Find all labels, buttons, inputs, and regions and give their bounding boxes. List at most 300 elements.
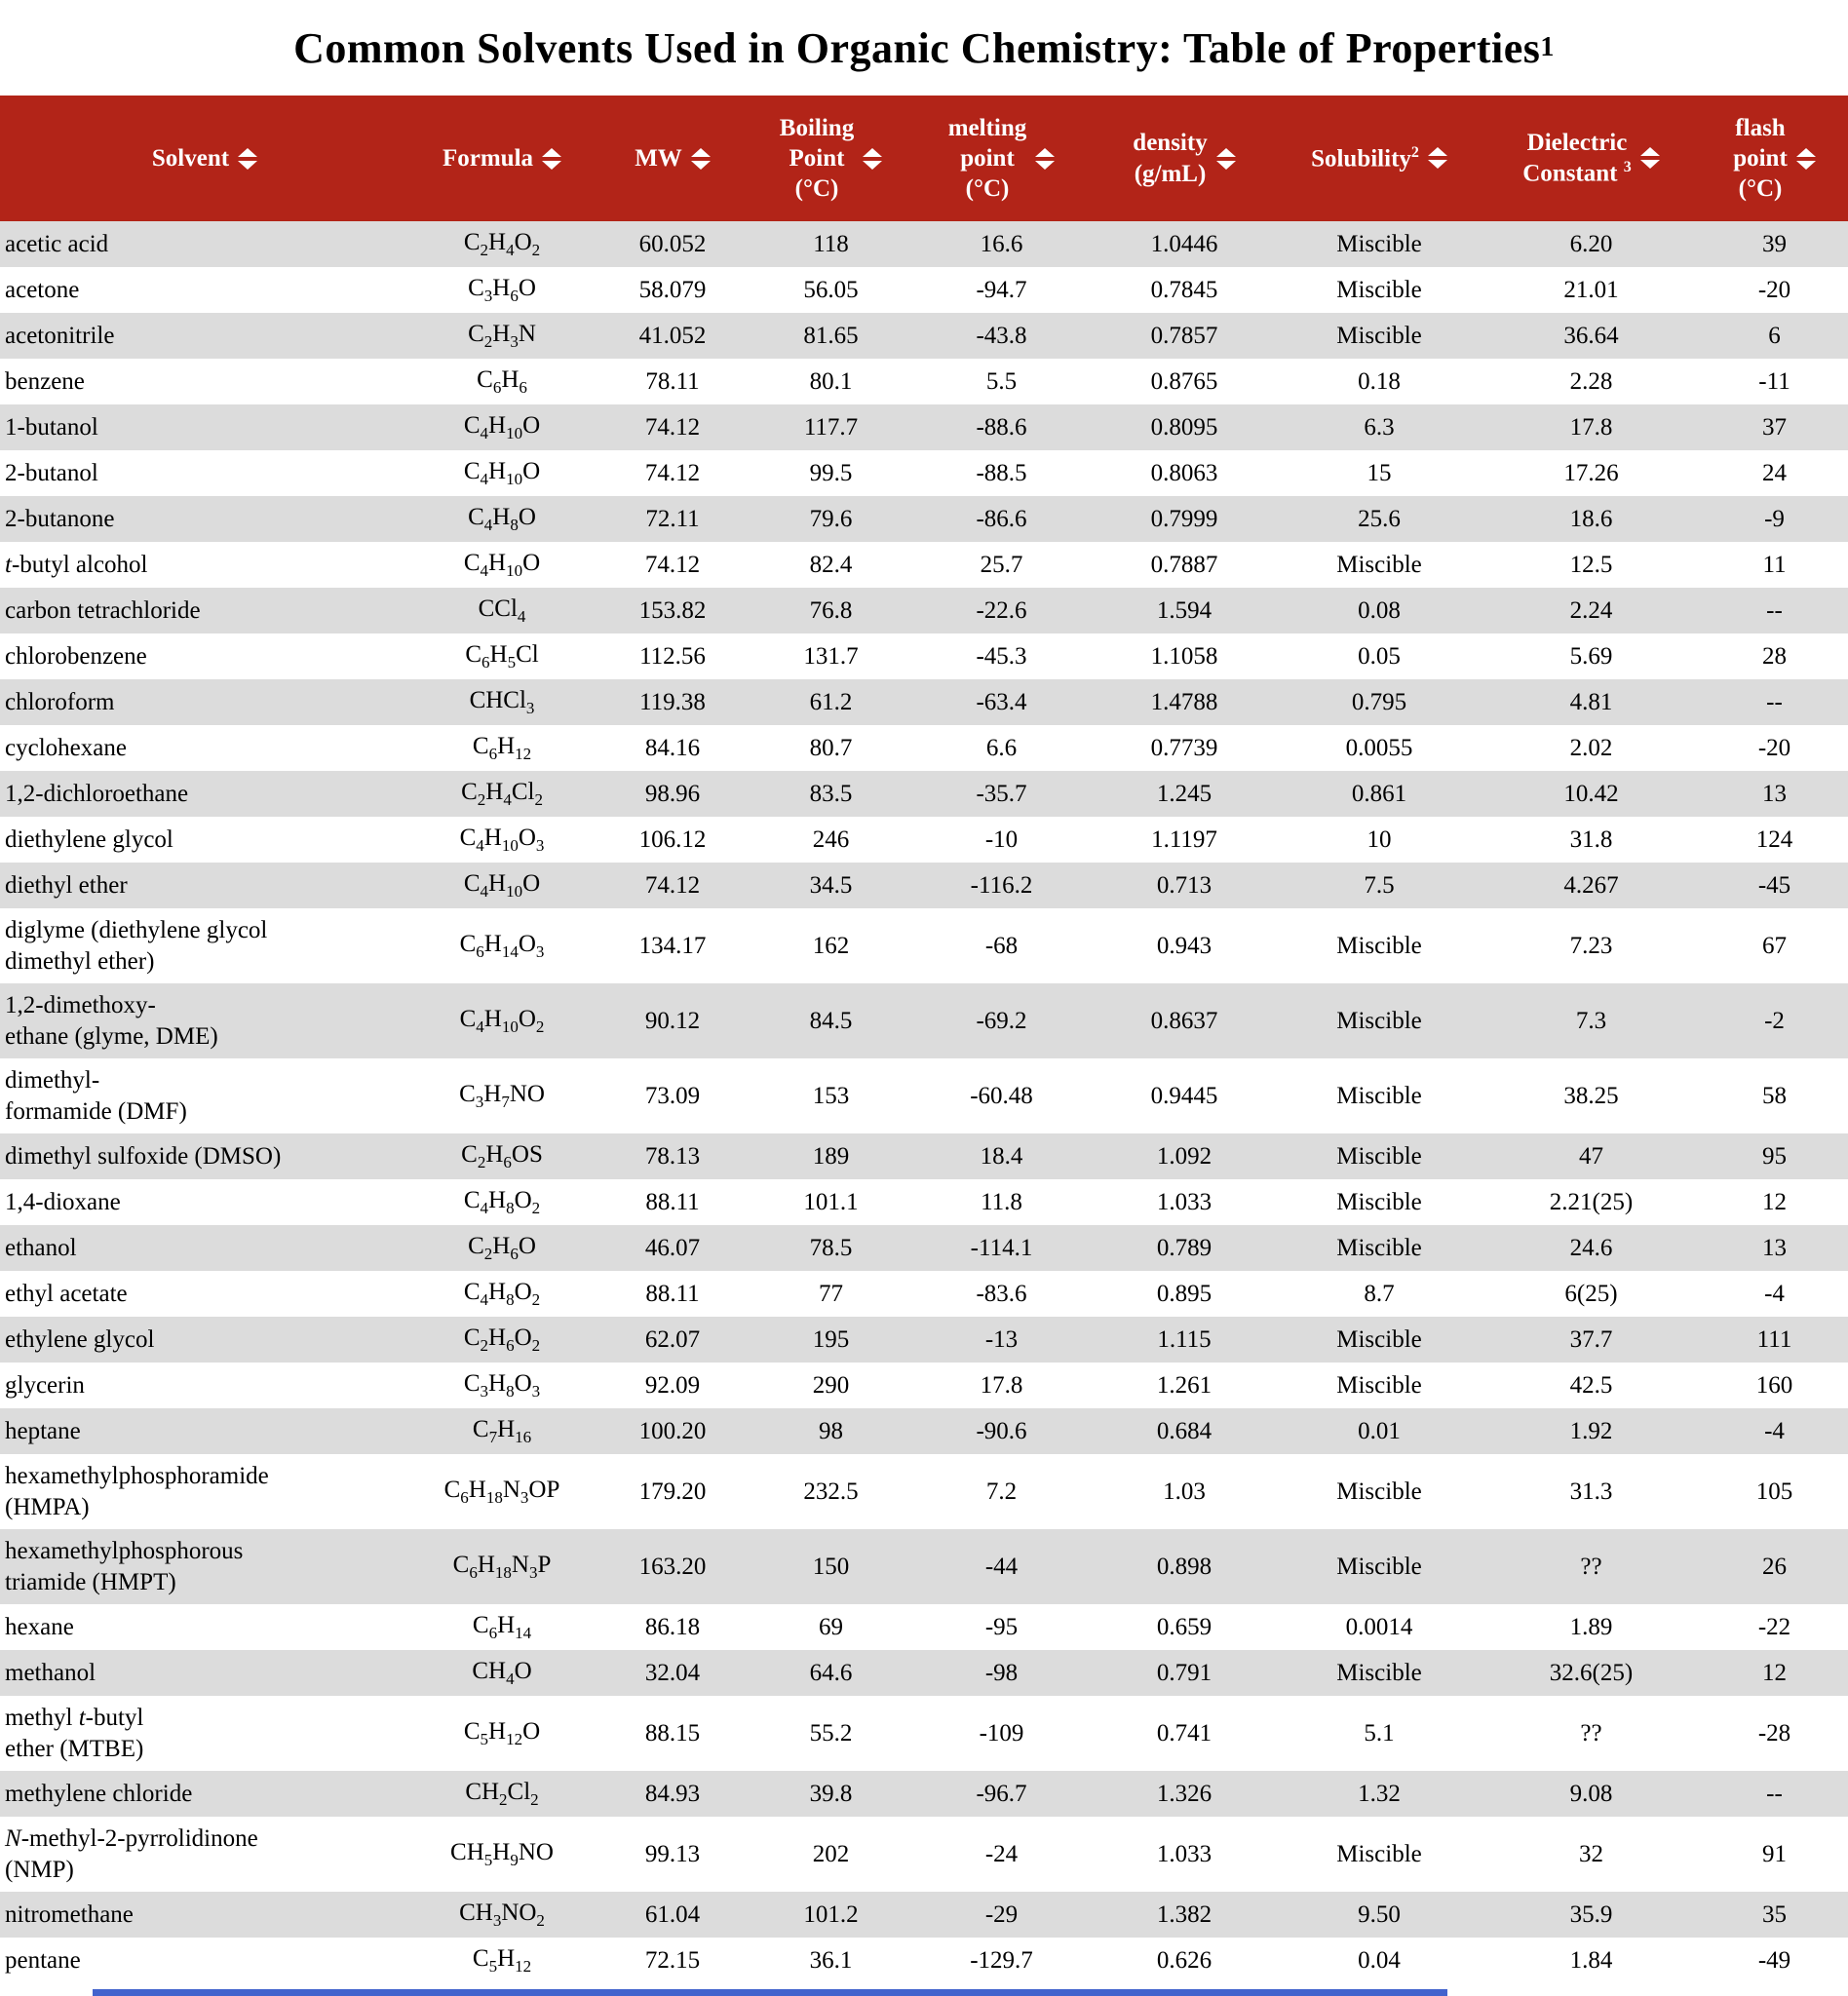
cell-density: 1.0446 [1150,230,1218,257]
cell-mw: 98.96 [644,780,701,807]
sort-up-arrow-icon [1216,148,1236,157]
cell-formula: $C_4H_{10}O$ [463,870,541,902]
cell-melting-point: -86.6 [976,505,1027,532]
sort-down-arrow-icon [1796,161,1816,170]
cell-density: 1.092 [1156,1142,1213,1170]
cell-solubility: 7.5 [1364,871,1395,899]
cell-mw: 61.04 [644,1900,701,1928]
cell-flash-point: -- [1766,1780,1783,1807]
cell-boiling-point: 195 [812,1325,850,1353]
column-label: flash point (°C) [1733,114,1788,203]
cell-solvent: benzene [5,367,85,395]
cell-solvent: 1,2-dimethoxy- ethane (glyme, DME) [5,992,218,1050]
table-row [0,908,1848,983]
cell-formula: $CH_3NO_2$ [459,1900,545,1931]
cell-density: 0.7739 [1150,734,1218,761]
cell-dielectric-constant: 32.6(25) [1549,1659,1634,1686]
cell-solvent: diethyl ether [5,871,128,899]
cell-solvent: cyclohexane [5,734,127,761]
cell-density: 0.8765 [1150,367,1218,395]
table-row [0,817,1848,863]
cell-mw: 72.15 [644,1946,701,1974]
solvent-properties-table [0,96,1848,1983]
cell-mw: 106.12 [638,825,707,853]
cell-density: 0.943 [1156,932,1213,959]
cell-boiling-point: 82.4 [809,551,853,578]
cell-melting-point: -90.6 [976,1417,1027,1444]
column-header-solvent[interactable] [0,96,409,221]
cell-flash-point: 35 [1762,1900,1787,1928]
cell-dielectric-constant: 18.6 [1569,505,1613,532]
cell-solubility: Miscible [1336,1840,1422,1867]
cell-mw: 84.93 [644,1780,701,1807]
table-row [0,725,1848,771]
cell-density: 1.1058 [1150,642,1218,670]
cell-boiling-point: 80.1 [809,367,853,395]
cell-formula: $C_6H_{14}$ [472,1612,532,1643]
cell-mw: 72.11 [645,505,700,532]
cell-solubility: Miscible [1336,1553,1422,1580]
table-row [0,588,1848,633]
cell-solubility: 9.50 [1358,1900,1401,1928]
cell-density: 1.115 [1157,1325,1212,1353]
sort-icon [1428,147,1447,169]
cell-boiling-point: 80.7 [809,734,853,761]
cell-formula: $C_2H_4O_2$ [463,229,541,260]
table-row [0,221,1848,267]
cell-formula: $C_3H_6O$ [468,275,536,306]
cell-formula: $C_4H_{10}O$ [463,550,541,581]
cell-density: 0.8095 [1150,413,1218,441]
cell-boiling-point: 118 [813,230,849,257]
cell-flash-point: -20 [1757,276,1791,303]
cell-melting-point: -88.5 [976,459,1027,486]
column-header-formula[interactable] [409,96,595,221]
cell-solvent: acetic acid [5,230,109,257]
cell-melting-point: 6.6 [985,734,1018,761]
cell-solubility: Miscible [1336,230,1422,257]
cell-solvent: ethylene glycol [5,1325,155,1353]
sort-up-arrow-icon [238,148,257,157]
cell-boiling-point: 131.7 [803,642,859,670]
cell-solvent: pentane [5,1946,81,1974]
cell-flash-point: 39 [1762,230,1787,257]
cell-melting-point: 5.5 [985,367,1018,395]
table-row [0,1892,1848,1938]
cell-density: 0.7857 [1150,322,1218,349]
cell-solvent: 1,4-dioxane [5,1188,121,1215]
cell-flash-point: 12 [1762,1659,1787,1686]
cell-dielectric-constant: 2.02 [1569,734,1613,761]
sort-up-arrow-icon [691,148,711,157]
cell-formula: $C_2H_4Cl_2$ [461,779,543,810]
table-row [0,1271,1848,1317]
column-label: MW [635,144,682,172]
cell-dielectric-constant: 24.6 [1569,1234,1613,1261]
cell-melting-point: -98 [984,1659,1019,1686]
cell-melting-point: 7.2 [985,1478,1018,1505]
cell-melting-point: -44 [984,1553,1019,1580]
cell-mw: 163.20 [638,1553,707,1580]
cell-dielectric-constant: 5.69 [1569,642,1613,670]
cell-solvent: chlorobenzene [5,642,147,670]
cell-density: 0.895 [1156,1280,1213,1307]
column-header-mw[interactable] [595,96,751,221]
cell-melting-point: -96.7 [976,1780,1027,1807]
cell-flash-point: 95 [1762,1142,1787,1170]
cell-melting-point: -69.2 [976,1007,1027,1034]
cell-flash-point: 12 [1762,1188,1787,1215]
table-row [0,1604,1848,1650]
cell-mw: 88.15 [644,1719,701,1746]
column-header-flash[interactable] [1701,96,1848,221]
cell-boiling-point: 76.8 [809,596,853,624]
cell-boiling-point: 99.5 [809,459,853,486]
cell-boiling-point: 81.65 [803,322,859,349]
column-label: Dielectric Constant $^3$ [1522,130,1632,187]
cell-mw: 179.20 [638,1478,707,1505]
sort-icon [691,148,711,170]
cell-formula: $C_6H_6$ [477,366,527,398]
table-row [0,1696,1848,1771]
cell-boiling-point: 61.2 [809,688,853,715]
cell-density: 0.791 [1156,1659,1213,1686]
cell-boiling-point: 150 [812,1553,850,1580]
cell-dielectric-constant: 4.81 [1569,688,1613,715]
cell-dielectric-constant: 42.5 [1569,1371,1613,1399]
cell-melting-point: 17.8 [980,1371,1023,1399]
table-row [0,1363,1848,1408]
header-row [0,96,1848,221]
table-row [0,1771,1848,1817]
cell-density: 0.659 [1156,1613,1213,1640]
cell-melting-point: -35.7 [976,780,1027,807]
cell-formula: $C_4H_{10}O_3$ [459,825,545,856]
partial-next-row [93,1989,1447,1996]
cell-melting-point: 25.7 [980,551,1023,578]
cell-boiling-point: 98 [819,1417,843,1444]
cell-density: 0.8637 [1150,1007,1218,1034]
cell-mw: 84.16 [644,734,701,761]
column-header-bp[interactable] [751,96,911,221]
sort-down-arrow-icon [238,161,257,170]
cell-flash-point: -28 [1757,1719,1791,1746]
cell-mw: 88.11 [645,1280,700,1307]
cell-boiling-point: 162 [812,932,850,959]
column-label: density (g/mL) [1133,130,1208,187]
cell-boiling-point: 117.7 [803,413,859,441]
cell-melting-point: 16.6 [980,230,1023,257]
cell-formula: $C_4H_{10}O$ [463,458,541,489]
cell-density: 0.9445 [1150,1082,1218,1109]
cell-mw: 73.09 [644,1082,701,1109]
cell-formula: $C_2H_3N$ [468,321,536,352]
sort-down-arrow-icon [863,161,882,170]
cell-dielectric-constant: 2.24 [1569,596,1613,624]
cell-dielectric-constant: 36.64 [1563,322,1619,349]
cell-formula: $C_6H_{14}O_3$ [459,931,545,962]
cell-flash-point: 13 [1762,1234,1787,1261]
cell-boiling-point: 84.5 [809,1007,853,1034]
sort-icon [542,148,561,170]
cell-density: 0.713 [1156,871,1213,899]
table-row [0,863,1848,908]
cell-dielectric-constant: 6(25) [1564,1280,1618,1307]
table-row [0,267,1848,313]
cell-melting-point: -116.2 [970,871,1033,899]
cell-dielectric-constant: 2.28 [1569,367,1613,395]
cell-mw: 99.13 [644,1840,701,1867]
cell-formula: CCl$_4$ [478,595,526,627]
cell-density: 0.8063 [1150,459,1218,486]
cell-dielectric-constant: 1.92 [1569,1417,1613,1444]
cell-solvent: diethylene glycol [5,825,173,853]
cell-solubility: Miscible [1336,932,1422,959]
table-row [0,1179,1848,1225]
cell-solvent: ethanol [5,1234,77,1261]
cell-dielectric-constant: 2.21(25) [1549,1188,1634,1215]
table-row [0,1817,1848,1892]
cell-formula: $CH_2Cl_2$ [465,1779,539,1810]
cell-density: 0.741 [1156,1719,1213,1746]
cell-dielectric-constant: 32 [1579,1840,1603,1867]
table-row [0,450,1848,496]
cell-boiling-point: 101.1 [803,1188,859,1215]
cell-flash-point: -- [1766,688,1783,715]
table-row [0,633,1848,679]
cell-solvent: 2-butanol [5,459,98,486]
column-header-density[interactable] [1092,96,1277,221]
column-header-solubility[interactable] [1277,96,1482,221]
cell-formula: $C_2H_6O$ [468,1233,536,1264]
cell-solvent: chloroform [5,688,115,715]
sort-down-arrow-icon [1035,161,1055,170]
table-row [0,404,1848,450]
cell-solubility: 0.0014 [1345,1613,1413,1640]
column-label: Formula [442,144,534,172]
cell-density: 0.684 [1156,1417,1213,1444]
cell-solvent: glycerin [5,1371,85,1399]
cell-flash-point: 160 [1755,1371,1793,1399]
table-row [0,1408,1848,1454]
cell-mw: 46.07 [644,1234,701,1261]
cell-mw: 119.38 [639,688,706,715]
cell-boiling-point: 77 [819,1280,843,1307]
cell-flash-point: -4 [1764,1417,1785,1444]
cell-mw: 100.20 [638,1417,707,1444]
cell-melting-point: -83.6 [976,1280,1027,1307]
column-label: Boiling Point (°C) [779,114,855,203]
sort-up-arrow-icon [1640,147,1660,156]
cell-solubility: 0.08 [1358,596,1401,624]
cell-melting-point: -95 [984,1613,1019,1640]
sort-icon [238,148,257,170]
cell-flash-point: -49 [1757,1946,1791,1974]
cell-flash-point: -9 [1764,505,1785,532]
cell-density: 0.7999 [1150,505,1218,532]
sort-icon [1035,148,1055,170]
cell-density: 1.03 [1163,1478,1206,1505]
cell-mw: 78.11 [645,367,700,395]
cell-flash-point: -20 [1757,734,1791,761]
cell-solubility: 6.3 [1364,413,1395,441]
cell-solvent: methyl t-butyl ether (MTBE) [5,1705,144,1762]
cell-melting-point: -114.1 [970,1234,1033,1261]
cell-dielectric-constant: 4.267 [1563,871,1619,899]
cell-solvent: carbon tetrachloride [5,596,201,624]
cell-solvent: methanol [5,1659,96,1686]
cell-solubility: 0.861 [1351,780,1407,807]
cell-boiling-point: 232.5 [803,1478,859,1505]
cell-solvent: dimethyl sulfoxide (DMSO) [5,1142,282,1170]
cell-solubility: 0.01 [1358,1417,1401,1444]
cell-melting-point: -24 [984,1840,1019,1867]
cell-dielectric-constant: ?? [1580,1553,1602,1580]
cell-boiling-point: 34.5 [809,871,853,899]
cell-mw: 74.12 [644,459,701,486]
cell-solubility: Miscible [1336,1371,1422,1399]
cell-melting-point: -45.3 [976,642,1027,670]
cell-mw: 86.18 [644,1613,701,1640]
cell-solvent: ethyl acetate [5,1280,128,1307]
cell-dielectric-constant: 31.3 [1569,1478,1613,1505]
cell-melting-point: -60.48 [970,1082,1033,1109]
cell-mw: 32.04 [644,1659,701,1686]
cell-solvent: 1-butanol [5,413,98,441]
cell-boiling-point: 78.5 [809,1234,853,1261]
cell-solvent: hexamethylphosphoramide (HMPA) [5,1463,269,1520]
cell-solvent: hexamethylphosphorous triamide (HMPT) [5,1538,244,1595]
cell-flash-point: 28 [1762,642,1787,670]
cell-dielectric-constant: 12.5 [1569,551,1613,578]
cell-dielectric-constant: 10.42 [1563,780,1619,807]
table-row [0,359,1848,404]
table-row [0,496,1848,542]
cell-mw: 92.09 [644,1371,701,1399]
cell-density: 1.594 [1156,596,1213,624]
cell-boiling-point: 101.2 [803,1900,859,1928]
cell-solvent: acetone [5,276,80,303]
cell-solubility: Miscible [1336,276,1422,303]
cell-dielectric-constant: 38.25 [1563,1082,1619,1109]
cell-flash-point: -22 [1757,1613,1791,1640]
cell-dielectric-constant: 17.26 [1563,459,1619,486]
cell-density: 0.898 [1156,1553,1213,1580]
sort-up-arrow-icon [1428,147,1447,156]
cell-density: 1.245 [1156,780,1213,807]
cell-formula: $C_4H_{10}O$ [463,412,541,443]
cell-boiling-point: 39.8 [809,1780,853,1807]
table-row [0,1317,1848,1363]
cell-solubility: 0.04 [1358,1946,1401,1974]
cell-formula: $C_6H_{18}N_3P$ [452,1552,552,1583]
cell-flash-point: 13 [1762,780,1787,807]
sort-down-arrow-icon [542,161,561,170]
cell-solvent: t-butyl alcohol [5,551,148,578]
cell-flash-point: 6 [1768,322,1781,349]
table-row [0,1454,1848,1529]
cell-flash-point: 105 [1755,1478,1793,1505]
column-header-dielectric[interactable] [1482,96,1701,221]
table-row [0,1529,1848,1604]
cell-dielectric-constant: 9.08 [1569,1780,1613,1807]
cell-flash-point: 58 [1762,1082,1787,1109]
sort-down-arrow-icon [691,161,711,170]
sort-icon [1216,148,1236,170]
cell-density: 0.626 [1156,1946,1213,1974]
cell-mw: 88.11 [645,1188,700,1215]
cell-melting-point: -22.6 [976,596,1027,624]
cell-mw: 90.12 [644,1007,701,1034]
cell-density: 0.7845 [1150,276,1218,303]
cell-solubility: Miscible [1336,1478,1422,1505]
cell-dielectric-constant: 37.7 [1569,1325,1613,1353]
cell-solubility: 5.1 [1364,1719,1395,1746]
cell-boiling-point: 55.2 [809,1719,853,1746]
cell-density: 1.4788 [1150,688,1218,715]
cell-melting-point: 18.4 [980,1142,1023,1170]
cell-formula: $C_3H_8O_3$ [463,1370,541,1401]
cell-boiling-point: 79.6 [809,505,853,532]
sort-up-arrow-icon [1035,148,1055,157]
cell-formula: CHCl$_3$ [469,687,535,718]
cell-mw: 41.052 [638,322,707,349]
table-row [0,542,1848,588]
cell-dielectric-constant: ?? [1580,1719,1602,1746]
cell-flash-point: 26 [1762,1553,1787,1580]
cell-solubility: 8.7 [1364,1280,1395,1307]
cell-formula: $C_6H_{18}N_3OP$ [443,1477,560,1508]
table-row [0,1650,1848,1696]
cell-melting-point: -129.7 [970,1946,1033,1974]
cell-mw: 74.12 [644,413,701,441]
cell-solubility: 15 [1367,459,1392,486]
column-header-mp[interactable] [911,96,1092,221]
sort-icon [863,148,882,170]
cell-mw: 112.56 [639,642,706,670]
cell-formula: $CH_5H_9NO$ [450,1839,554,1870]
cell-solubility: Miscible [1336,1082,1422,1109]
cell-flash-point: -45 [1757,871,1791,899]
cell-dielectric-constant: 1.89 [1569,1613,1613,1640]
cell-density: 1.382 [1156,1900,1213,1928]
cell-dielectric-constant: 17.8 [1569,413,1613,441]
cell-solubility: 0.0055 [1345,734,1413,761]
cell-solubility: 0.795 [1351,688,1407,715]
column-label: melting point (°C) [947,114,1027,203]
cell-solubility: Miscible [1336,1325,1422,1353]
cell-solubility: Miscible [1336,1142,1422,1170]
cell-density: 1.033 [1156,1188,1213,1215]
table-row [0,313,1848,359]
cell-solubility: 25.6 [1358,505,1401,532]
table-body [0,221,1848,1983]
cell-boiling-point: 83.5 [809,780,853,807]
table-row [0,1058,1848,1133]
cell-density: 0.7887 [1150,551,1218,578]
cell-solvent: 1,2-dichloroethane [5,780,189,807]
cell-flash-point: 111 [1756,1325,1792,1353]
cell-dielectric-constant: 35.9 [1569,1900,1613,1928]
cell-boiling-point: 64.6 [809,1659,853,1686]
cell-formula: $C_5H_{12}$ [472,1945,532,1977]
cell-melting-point: -13 [984,1325,1019,1353]
cell-solubility: Miscible [1336,1659,1422,1686]
cell-boiling-point: 202 [812,1840,850,1867]
sort-down-arrow-icon [1640,160,1660,169]
cell-solvent: N-methyl-2-pyrrolidinone (NMP) [5,1825,258,1883]
cell-mw: 74.12 [644,871,701,899]
